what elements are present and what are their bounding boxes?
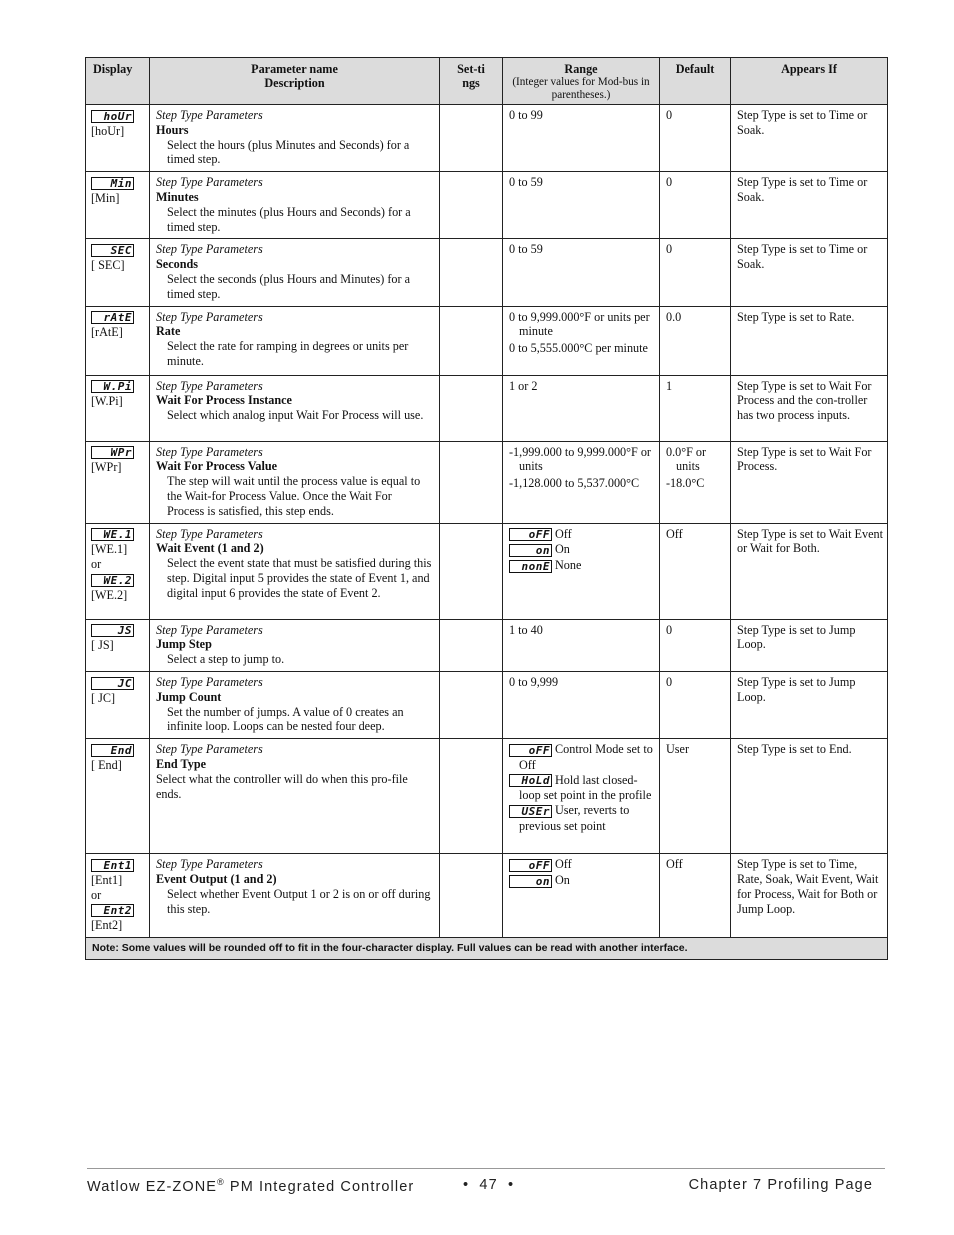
parameter-description: Select what the controller will do when this pro-file ends.	[156, 771, 408, 801]
table-row	[86, 739, 888, 854]
display-cell	[86, 441, 150, 523]
display-code: [ SEC]	[91, 258, 125, 273]
table-row	[86, 523, 888, 619]
option-text: User, reverts to previous set point	[519, 803, 630, 833]
lcd-option-icon: on	[509, 875, 552, 888]
lcd-display-icon: W.Pi	[91, 380, 134, 393]
parameter-table	[85, 57, 888, 960]
default-value: -18.0°C	[666, 476, 705, 491]
lcd-display-icon: Ent1	[91, 859, 134, 872]
lcd-display-icon: WPr	[91, 446, 134, 459]
default-value: 0.0°F or units	[666, 444, 707, 474]
table-row	[86, 441, 888, 523]
range-cell	[503, 441, 660, 523]
range-value: 0 to 59	[509, 242, 543, 257]
parameter-name: Wait For Process Instance	[156, 393, 292, 408]
default-cell	[660, 523, 731, 619]
default-cell	[660, 105, 731, 172]
parameter-description: Select the minutes (plus Hours and Seconds) for a timed step.	[167, 204, 411, 234]
parameter-category: Step Type Parameters	[156, 309, 263, 324]
option-text: Hold last closed-loop set point in the profile	[519, 772, 652, 803]
appears-if-cell: Step Type is set to Wait Event or Wait for Both.	[731, 523, 888, 619]
parameter-name: End Type	[156, 756, 207, 771]
display-cell	[86, 619, 150, 671]
parameter-name: Wait Event (1 and 2)	[156, 541, 264, 556]
settings-cell	[440, 441, 503, 523]
table-row	[86, 105, 888, 172]
parameter-description: Select the hours (plus Minutes and Seconds) for a timed step.	[167, 137, 410, 167]
display-code: [WPr]	[91, 460, 122, 475]
parameter-cell	[150, 239, 440, 306]
parameter-description: Select the seconds (plus Hours and Minutes) for a timed step.	[167, 271, 411, 301]
note-row	[86, 937, 888, 959]
lcd-option-icon: nonE	[509, 560, 552, 573]
header-default: Default	[660, 58, 731, 105]
parameter-cell	[150, 854, 440, 938]
default-value: 0	[666, 175, 673, 190]
option-text: Control Mode set to Off	[519, 742, 653, 772]
default-value: 0	[666, 108, 673, 122]
default-value: Off	[666, 526, 683, 541]
range-cell	[503, 105, 660, 172]
lcd-display-icon: rAtE	[91, 311, 134, 324]
appears-if-cell: Step Type is set to Time, Rate, Soak, Wait Event, Wait for Process, Wait for Both or Jump Loop.	[731, 854, 888, 938]
range-value: 0 to 5,555.000°C per minute	[509, 341, 648, 356]
parameter-cell	[150, 441, 440, 523]
range-value: 0 to 9,999.000°F or units per minute	[509, 309, 650, 339]
parameter-category: Step Type Parameters	[156, 622, 263, 637]
range-cell	[503, 172, 660, 239]
table-row	[86, 375, 888, 441]
default-value: 0	[666, 622, 673, 637]
parameter-cell	[150, 619, 440, 671]
display-code: [ End]	[91, 757, 122, 772]
lcd-display-icon: hoUr	[91, 110, 134, 123]
parameter-name: Wait For Process Value	[156, 459, 278, 474]
range-option	[509, 527, 655, 543]
parameter-category: Step Type Parameters	[156, 526, 263, 541]
parameter-description: Select a step to jump to.	[167, 652, 285, 667]
header-range	[503, 58, 660, 105]
parameter-category: Step Type Parameters	[156, 674, 263, 689]
lcd-option-icon: oFF	[509, 528, 552, 541]
range-option	[509, 873, 655, 889]
option-text: On	[555, 872, 570, 887]
settings-cell	[440, 105, 503, 172]
parameter-name: Event Output (1 and 2)	[156, 871, 277, 886]
display-or: or	[91, 887, 102, 902]
parameter-description: Select which analog input Wait For Process will use.	[167, 408, 424, 423]
range-cell	[503, 239, 660, 306]
display-code: [Ent1]	[91, 872, 123, 887]
lcd-display-icon: Min	[91, 177, 134, 190]
table-row	[86, 172, 888, 239]
appears-if-cell: Step Type is set to Wait For Process.	[731, 441, 888, 523]
lcd-display-icon: SEC	[91, 244, 134, 257]
display-cell	[86, 739, 150, 854]
header-settings-label: Set-tings	[457, 62, 485, 90]
parameter-category: Step Type Parameters	[156, 242, 263, 257]
header-range-label: Range	[564, 62, 598, 76]
default-cell	[660, 239, 731, 306]
display-cell	[86, 239, 150, 306]
parameter-description: Select the rate for ramping in degrees or units per minute.	[167, 339, 409, 368]
settings-cell	[440, 523, 503, 619]
appears-if-cell: Step Type is set to Time or Soak.	[731, 172, 888, 239]
range-value: -1,999.000 to 9,999.000°F or units	[509, 444, 651, 474]
default-cell	[660, 739, 731, 854]
footer-product	[87, 1177, 414, 1195]
table-note: Note: Some values will be rounded off to fit in the four-character display. Full values can be read with another interface.	[86, 937, 888, 959]
display-cell	[86, 854, 150, 938]
table-header-row	[86, 58, 888, 105]
header-param-name: Parameter name	[251, 62, 338, 76]
appears-if-cell: Step Type is set to Jump Loop.	[731, 619, 888, 671]
parameter-cell	[150, 306, 440, 375]
parameter-category: Step Type Parameters	[156, 857, 263, 872]
display-cell	[86, 523, 150, 619]
footer-product-rest: PM Integrated Controller	[224, 1178, 415, 1195]
range-value: -1,128.000 to 5,537.000°C	[509, 476, 640, 491]
range-option	[509, 542, 655, 558]
parameter-name: Rate	[156, 324, 181, 339]
display-cell	[86, 105, 150, 172]
default-cell	[660, 375, 731, 441]
display-or: or	[91, 557, 102, 572]
settings-cell	[440, 172, 503, 239]
range-option	[509, 773, 655, 804]
display-cell	[86, 306, 150, 375]
range-cell	[503, 619, 660, 671]
option-text: None	[555, 557, 582, 572]
table-row	[86, 619, 888, 671]
display-code: [rAtE]	[91, 325, 123, 340]
parameter-cell	[150, 172, 440, 239]
range-cell	[503, 523, 660, 619]
range-cell	[503, 306, 660, 375]
lcd-option-icon: oFF	[509, 744, 552, 757]
lcd-display-icon: JC	[91, 677, 134, 690]
lcd-option-icon: HoLd	[509, 774, 552, 787]
option-text: On	[555, 542, 570, 557]
table-row	[86, 239, 888, 306]
default-cell	[660, 619, 731, 671]
parameter-description: The step will wait until the process value is equal to the Wait-for Process Value. Once the Wait For Process is satisfied, this step ends.	[167, 474, 421, 518]
default-cell	[660, 671, 731, 738]
default-cell	[660, 441, 731, 523]
parameter-cell	[150, 105, 440, 172]
parameter-name: Jump Count	[156, 689, 222, 704]
display-code: [WE.1]	[91, 542, 128, 557]
page-footer	[87, 1177, 873, 1197]
range-cell	[503, 739, 660, 854]
lcd-display-icon: JS	[91, 624, 134, 637]
range-option	[509, 558, 655, 574]
appears-if-cell: Step Type is set to Time or Soak.	[731, 239, 888, 306]
display-cell	[86, 172, 150, 239]
parameter-description: Select the event state that must be satisfied during this step. Digital input 5 provides the state of Event 1, and digital input 6 provides the state of Event 2.	[167, 556, 432, 600]
table-row	[86, 671, 888, 738]
parameter-cell	[150, 671, 440, 738]
range-option	[509, 742, 655, 773]
header-parameter	[150, 58, 440, 105]
display-code: [ JC]	[91, 690, 116, 705]
parameter-name: Jump Step	[156, 637, 212, 652]
parameter-name: Seconds	[156, 257, 198, 272]
footer-chapter: Chapter 7 Profiling Page	[688, 1177, 873, 1193]
parameter-description: Select whether Event Output 1 or 2 is on or off during this step.	[167, 886, 431, 916]
range-value: 1 to 40	[509, 622, 543, 637]
lcd-display-icon: WE.1	[91, 528, 134, 541]
range-value: 0 to 9,999	[509, 674, 559, 689]
range-value: 1 or 2	[509, 378, 538, 393]
default-value: User	[666, 742, 690, 757]
range-option	[509, 857, 655, 873]
lcd-option-icon: on	[509, 544, 552, 557]
range-option	[509, 803, 655, 834]
appears-if-cell: Step Type is set to Jump Loop.	[731, 671, 888, 738]
header-param-desc: Description	[264, 76, 325, 90]
range-cell	[503, 671, 660, 738]
footer-page-number: • 47 •	[463, 1177, 515, 1193]
range-cell	[503, 375, 660, 441]
settings-cell	[440, 239, 503, 306]
default-value: 0	[666, 674, 673, 689]
option-text: Off	[555, 526, 572, 541]
parameter-category: Step Type Parameters	[156, 175, 263, 190]
settings-cell	[440, 306, 503, 375]
parameter-name: Minutes	[156, 189, 199, 204]
parameter-cell	[150, 375, 440, 441]
display-code: [ JS]	[91, 638, 114, 653]
parameter-cell	[150, 739, 440, 854]
parameter-category: Step Type Parameters	[156, 108, 263, 122]
option-text: Off	[555, 857, 572, 872]
settings-cell	[440, 375, 503, 441]
parameter-category: Step Type Parameters	[156, 742, 263, 757]
appears-if-cell: Step Type is set to Time or Soak.	[731, 105, 888, 172]
display-code: [WE.2]	[91, 587, 128, 602]
appears-if-cell: Step Type is set to Wait For Process and the con-troller has two process inputs.	[731, 375, 888, 441]
range-value: 0 to 99	[509, 108, 543, 122]
default-value: 1	[666, 378, 673, 393]
registered-mark: ®	[217, 1177, 225, 1187]
parameter-description: Set the number of jumps. A value of 0 creates an infinite loop. Loops can be nested four deep.	[167, 704, 404, 734]
lcd-display-icon: WE.2	[91, 574, 134, 587]
settings-cell	[440, 854, 503, 938]
table-row	[86, 306, 888, 375]
parameter-cell	[150, 523, 440, 619]
parameter-name: Hours	[156, 122, 189, 137]
default-cell	[660, 172, 731, 239]
display-code: [Min]	[91, 190, 120, 205]
table-row	[86, 854, 888, 938]
display-code: [hoUr]	[91, 123, 125, 138]
display-code: [W.Pi]	[91, 394, 123, 409]
settings-cell	[440, 619, 503, 671]
header-range-sub: (Integer values for Mod-bus in parentheses.)	[512, 76, 650, 101]
range-value: 0 to 59	[509, 175, 543, 190]
appears-if-cell: Step Type is set to End.	[731, 739, 888, 854]
header-display: Display	[86, 58, 150, 105]
settings-cell	[440, 671, 503, 738]
parameter-category: Step Type Parameters	[156, 444, 263, 459]
header-appears-if: Appears If	[731, 58, 888, 105]
parameter-category: Step Type Parameters	[156, 378, 263, 393]
default-cell	[660, 306, 731, 375]
header-settings	[440, 58, 503, 105]
display-code: [Ent2]	[91, 918, 123, 933]
footer-product-name: Watlow EZ-ZONE	[87, 1178, 218, 1195]
default-cell	[660, 854, 731, 938]
default-value: 0.0	[666, 309, 682, 324]
settings-cell	[440, 739, 503, 854]
table-body	[86, 105, 888, 938]
lcd-option-icon: oFF	[509, 859, 552, 872]
display-cell	[86, 671, 150, 738]
footer-rule	[87, 1168, 885, 1169]
default-value: 0	[666, 242, 673, 257]
lcd-display-icon: End	[91, 744, 134, 757]
range-cell	[503, 854, 660, 938]
appears-if-cell: Step Type is set to Rate.	[731, 306, 888, 375]
default-value: Off	[666, 857, 683, 872]
display-cell	[86, 375, 150, 441]
lcd-option-icon: USEr	[509, 805, 552, 818]
lcd-display-icon: Ent2	[91, 904, 134, 917]
